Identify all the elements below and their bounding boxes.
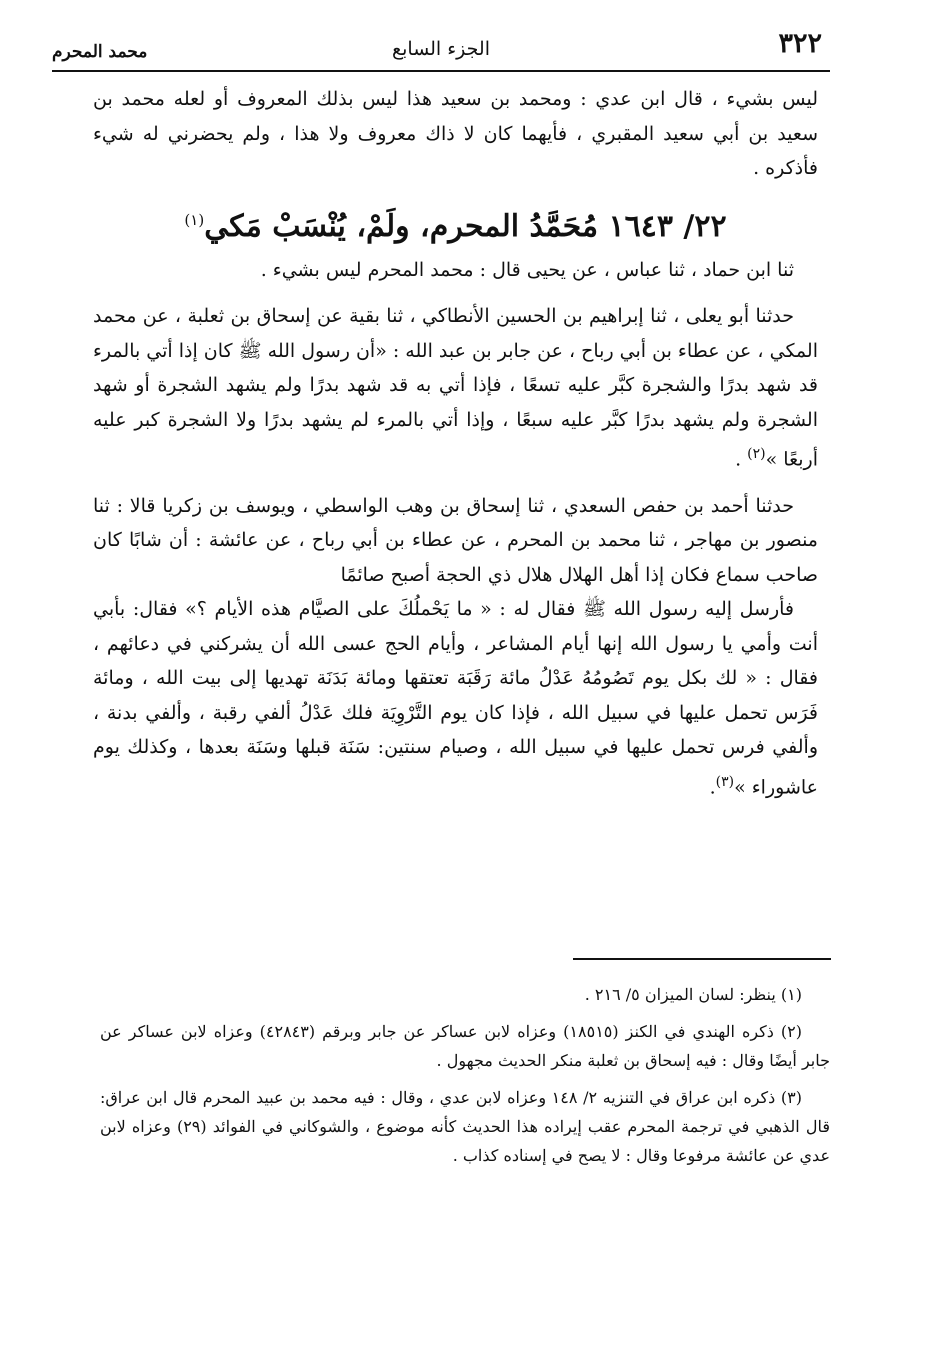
hadith-jabir-end: . bbox=[735, 448, 748, 471]
entry-title: ٢٢/ ١٦٤٣ مُحَمَّدُ المحرم، ولَمْ، يُنْسَبْ مَكي bbox=[204, 208, 727, 244]
footnote-2: (٢) ذكره الهندي في الكنز (١٨٥١٥) وعزاه لابن عساكر عن جابر وبرقم (٤٢٨٤٣) وعزاه لابن عساكر عن جابر أيضًا وقال : فيه إسحاق بن ثعلبة منكر الحديث مجهول . bbox=[100, 1022, 830, 1070]
hadith-aisha-text: فأرسل إليه رسول الله ﷺ فقال له : « ما يَحْملُكَ على الصيَّام هذه الأيام ؟» فقال: بأبي أنت وأمي يا رسول الله إنها أيام المشاعر ، وأيام الحج عسى الله أن يشركني في دعائهم ، فقال : « لك بكل يوم تَصُومُهُ عَدْلُ مائة رَقَبَة تعتقها ومائة بَدَنَة تهديها إلى بيت الله ، ومائة فَرَس تحمل عليها في سبيل الله ، فإذا كان يوم التَّرْوِيَة فلك عَدْلُ ألفي رقبة ، وألفي بدنة ، وألفي فرس تحمل عليها في سبيل الله ، وصيام سنتين: سَنَة قبلها وسَنَة بعدها ، وكذلك يوم عاشوراء » bbox=[93, 598, 819, 799]
entry-heading bbox=[93, 200, 818, 247]
page-header bbox=[52, 28, 830, 68]
footnotes bbox=[100, 980, 830, 1178]
footnote-ref-2: (٢) bbox=[747, 446, 766, 462]
hadith-aisha-isnad-paragraph: حدثنا أحمد بن حفص السعدي ، ثنا إسحاق بن وهب الواسطي ، ويوسف بن زكريا قالا : ثنا منصور بن مهاجر ، ثنا محمد بن المحرم ، عن عطاء بن أبي رباح ، عن عائشة : أن شابًا كان صاحب سماع فكان إذا أهل الهلال هلال ذي الحجة أصبح صائمًا bbox=[93, 494, 818, 586]
running-head-chapter: محمد المحرم bbox=[52, 42, 148, 62]
page-number: ٣٢٢ bbox=[778, 28, 822, 59]
footnote-3: (٣) ذكره ابن عراق في التنزيه ٢/ ١٤٨ وعزاه لابن عدي ، وقال : فيه محمد بن عبيد المحرم قال ابن عراق: قال الذهبي في ترجمة المحرم عقب إيراده هذا الحديث كأنه موضوع ، والشوكاني في الفوائد (٢٩) وعزاه لابن عدي عن عائشة مرفوعا وقال : لا يصح في إسناده كذاب . bbox=[100, 1088, 830, 1165]
footnote-divider bbox=[573, 958, 831, 960]
paragraph-continuation: ليس بشيء ، قال ابن عدي : ومحمد بن سعيد هذا ليس بذلك المعروف أو لعله محمد بن سعيد بن أبي سعيد المقبري ، فأيهما كان لا ذاك معروف ولا هذا ، ولم يحضرني له شيء فأذكره . bbox=[93, 88, 818, 179]
hadith-jabir-paragraph bbox=[93, 299, 818, 477]
main-text bbox=[93, 82, 818, 805]
header-divider bbox=[52, 70, 830, 72]
hadith-aisha-paragraph bbox=[93, 592, 818, 804]
footnote-1: (١) ينظر: لسان الميزان ٥/ ٢١٦ . bbox=[584, 985, 802, 1004]
entry-footnote-marker: (١) bbox=[184, 210, 205, 229]
hadith-jabir-text: حدثنا أبو يعلى ، ثنا إبراهيم بن الحسين الأنطاكي ، ثنا بقية عن إسحاق بن ثعلبة ، عن محمد المكي ، عن عطاء بن أبي رباح ، عن جابر بن عبد الله : «أن رسول الله ﷺ كان إذا أتي بالمرء قد شهد بدرًا والشجرة كبَّر عليه تسعًا ، فإذا أتي به قد شهد بدرًا ولم يشهد الشجرة أو شهد الشجرة ولم يشهد بدرًا كبَّر عليه سبعًا ، وإذا أتي بالمرء لم يشهد بدرًا ولا الشجرة كبر عليه أربعًا » bbox=[93, 305, 818, 471]
hadith-aisha-end: . bbox=[709, 776, 716, 799]
footnote-ref-3: (٣) bbox=[715, 773, 735, 790]
volume-title: الجزء السابع bbox=[392, 38, 490, 60]
isnad-paragraph: ثنا ابن حماد ، ثنا عباس ، عن يحيى قال : محمد المحرم ليس بشيء . bbox=[260, 258, 794, 281]
